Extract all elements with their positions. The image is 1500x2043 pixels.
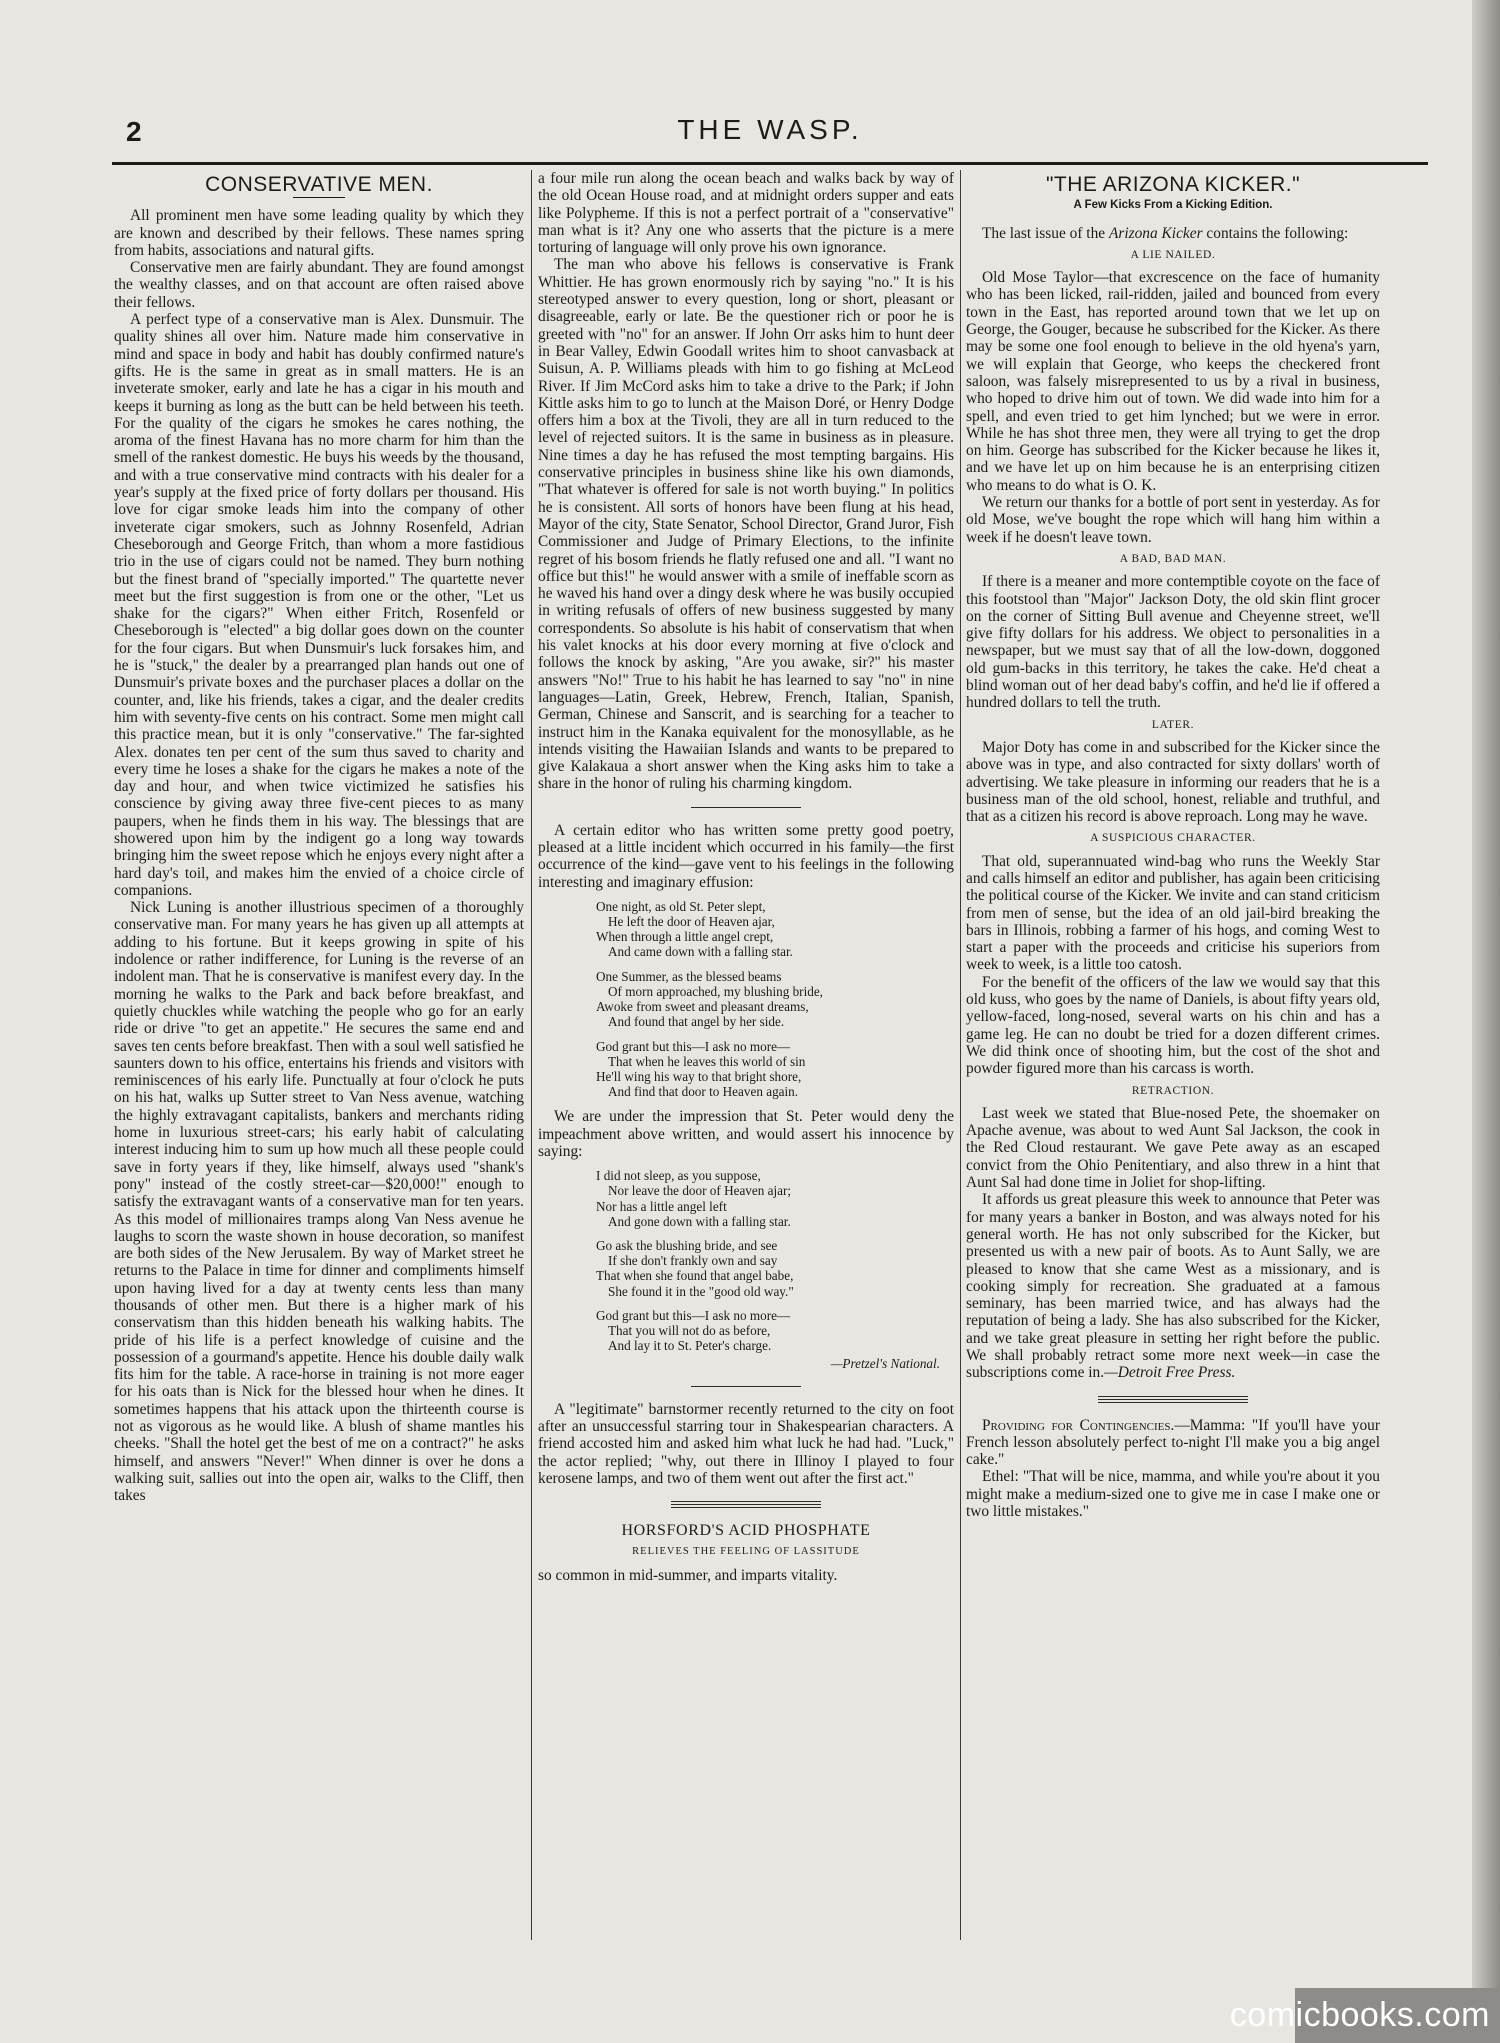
paragraph bbox=[966, 1191, 1380, 1381]
poem-line: And came down with a falling star. bbox=[608, 944, 793, 960]
section-heading: A BAD, BAD MAN. bbox=[1119, 552, 1227, 565]
article-subtitle: A Few Kicks From a Kicking Edition. bbox=[1073, 199, 1273, 212]
paragraph: We are under the impression that St. Peter would deny the impeachment above written, and would assert his innocence by saying: bbox=[538, 1108, 954, 1160]
section-separator bbox=[691, 1386, 801, 1387]
column-rule-2 bbox=[960, 170, 961, 1940]
paragraph: That old, superannuated wind-bag who runs the Weekly Star and calls himself an editor and publisher, has again been criticising the political course of the Kicker. We invite and can stand criticism from men of sense, but the idea of an old jail-bird breaking the bars in Illinois, robbing a farmer of his hogs, and coming West to start a paper with the proceeds and criticise his superiors from week to week, is a little too catosh. bbox=[966, 852, 1380, 974]
paragraph bbox=[966, 225, 1380, 242]
joke-heading: Providing for Contingencies. bbox=[982, 1416, 1175, 1434]
poem-line: He'll wing his way to that bright shore, bbox=[596, 1068, 802, 1084]
article-title-conservative-men: CONSERVATIVE MEN. bbox=[205, 173, 433, 196]
poem-line: Awoke from sweet and pleasant dreams, bbox=[596, 999, 809, 1015]
paragraph: Last week we stated that Blue-nosed Pete, the shoemaker on Apache avenue, was about to wed Aunt Sal Jackson, the cook in the Red Cloud restaurant. We gave Pete away as an escaped convict from the Ohio Penitentiary, and also threw in a hint that Aunt Sal had done time in Joliet for shop-lifting. bbox=[966, 1104, 1380, 1192]
column-rule-1 bbox=[531, 170, 532, 1940]
section-heading: A SUSPICIOUS CHARACTER. bbox=[1090, 832, 1256, 845]
section-separator bbox=[1098, 1396, 1248, 1403]
advertisement-subtitle: RELIEVES THE FEELING OF LASSITUDE bbox=[632, 1546, 860, 1558]
poem-line: God grant but this—I ask no more— bbox=[596, 1038, 791, 1054]
paragraph: Conservative men are fairly abundant. They are found amongst the wealthy classes, and on that account are often raised above their fellows. bbox=[114, 259, 524, 311]
poem-line: And gone down with a falling star. bbox=[608, 1213, 791, 1229]
paragraph bbox=[966, 1417, 1380, 1469]
intro-text: The last issue of the bbox=[982, 224, 1109, 242]
title-rule bbox=[293, 197, 345, 198]
poem-stanza bbox=[596, 1039, 954, 1100]
paragraph: Ethel: "That will be nice, mamma, and while you're about it you might make a medium-sized one to give me in case I make one or two little mistakes." bbox=[966, 1468, 1380, 1521]
paragraph: Major Doty has come in and subscribed for the Kicker since the above was in type, and also contracted for sixty dollars' worth of advertising. We take pleasure in informing our readers that he is a business man of the old school, honest, reliable and truthful, and that as a citizen his record is above reproach. Long may he wave. bbox=[966, 738, 1380, 826]
poem-line: Nor has a little angel left bbox=[596, 1198, 727, 1214]
poem-stanza bbox=[596, 1238, 954, 1299]
poem-line: And lay it to St. Peter's charge. bbox=[608, 1338, 772, 1354]
poem-stanza bbox=[596, 969, 954, 1030]
intro-text: contains the following: bbox=[1202, 224, 1349, 242]
poem-line: Of morn approached, my blushing bride, bbox=[608, 983, 823, 999]
poem-stanza bbox=[596, 1308, 954, 1354]
watermark-text: comicbooks.com bbox=[1229, 1996, 1490, 2034]
paragraph: The man who above his fellows is conservative is Frank Whittier. He has grown enormously rich by saying "no." It is his stereotyped answer to every question, long or short, pleasant or disagreeable, early or late. Be the questioner rich or poor he is greeted with "no" for an answer. If John Orr asks him to hunt deer in Bear Valley, Edwin Goodall writes him to shoot canvasback at Suisun, A. P. Williams pleads with him to go fishing at McLeod River. If Jim McCord asks him to take a drive to the Park; if John Kittle asks him to go to lunch at the Maison Doré, or Henry Dodge offers him a box at the Tivoli, they are all in turn reduced to the level of rejected suitors. It is the same in business as in pleasure. Nine times a day he has refused the most tempting bargains. His conservative principles in business shine like his own diamonds, "That whatever is offered for sale is not worth buying." In politics he is consistent. All sorts of honors have been flung at his head, Mayor of the city, State Senator, School Director, Grand Juror, Fish Commissioner and Judge of Primary Elections, to the infinite regret of his bosom friends he flatly refused one and all. "I want no office but this!" he would answer with a smile of ineffable scorn as he waved his hand over a dingy desk where he was busily occupied in writing refusals of offers of new business suggested by many correspondents. So absolute is his habit of conservatism that when his valet knocks at his door every morning at five o'clock and follows the knock by asking, "Are you awake, sir?" his master answers "No!" True to his habit he has learned to say "no" in nine languages—Latin, Greek, Hebrew, French, Italian, Spanish, German, Chinese and Sanscrit, and is searching for a teacher to instruct him in the Kanaka equivalent for the monosyllable, as he intends visiting the Hawaiian Islands and wants to be prepared to give Kalakaua a short answer when the King asks him to take a share in the honor of ruling his charming kingdom. bbox=[538, 256, 954, 793]
masthead: THE WASP. bbox=[677, 114, 863, 145]
paragraph: Old Mose Taylor—that excrescence on the face of humanity who has been licked, rail-ridden, jailed and bounced from every town in the East, has reported around town that we let up on George, the Gouger, because he subscribed for the Kicker. As there may be some one fool enough to believe in the old hyena's yarn, we will explain that George, who keeps the checkered front saloon, was falsely misrepresented to us by a rival in business, who hoped to drive him out of town. We did wade into him for a spell, and even tried to get him lynched; but we were in error. While he has shot three men, they were all trying to get the drop on him. George has subscribed for the Kicker because he likes it, and we have let up on him because he is an enterprising citizen who means to do what is O. K. bbox=[966, 269, 1380, 494]
article-title-arizona-kicker: "THE ARIZONA KICKER." bbox=[1045, 173, 1301, 196]
section-separator bbox=[671, 1501, 821, 1508]
paragraph: A certain editor who has written some pretty good poetry, pleased at a little incident which occurred in his family—the first occurrence of the kind—gave vent to his feelings in the following interesting and imaginary effusion: bbox=[538, 821, 954, 891]
paragraph: A "legitimate" barnstormer recently returned to the city on foot after an unsuccessful starring tour in Shakespearian characters. A friend accosted him and asked him what luck he had had. "Luck," the actor replied; "why, out there in Illinoy I played to four kerosene lamps, and two of them went out after the first act." bbox=[538, 1400, 954, 1487]
paragraph: Nick Luning is another illustrious specimen of a thoroughly conservative man. For many years he has given up all attempts at adding to his fortune. But it keeps growing in spite of his indolence or rather indifference, for Luning is the reverse of an indolent man. That he is conservative is manifest every day. In the morning he walks to the Park and back before breakfast, and quietly chuckles while watching the people who go for an early ride or drive "to get an appetite." He secures the same end and saves ten cents before breakfast. Then with a soul well satisfied he saunters down to his office, entertains his friends and visitors with reminiscences of his early life. Punctually at four o'clock he puts on his hat, walks up Sutter street to Van Ness avenue, watching the highly extravagant capitalists, bankers and merchants riding home in luxurious street-cars; his early habit of calculating interest inducing him to sum up how much all these people could save in forty years if they, like himself, always used "shank's pony" instead of the costly street-car—$20,000!" enough to satisfy the extravagant wants of a conservative man for ten years. As this model of millionaires tramps along Van Ness avenue he laughs to scorn the waste shown in house decoration, so manifest are both sides of the New Jerusalem. By way of Market street he returns to the Palace in time for dinner and compliments himself upon having lived for a day at twenty cents less than many thousands of other men. But there is a higher mark of his conservatism than this hidden beneath his walking habits. The pride of his life is a perfect knowledge of cuisine and the possession of a gourmand's appetite. Hence his double daily walk fits him for the table. A race-horse in training is not more eager for his oats than is Nick for the blessed hour when he dines. It sometimes happens that his attack upon the thirteenth course is not as vigorous as he would like. A blush of shame mantles his cheeks. "Shall the hotel get the best of me on a contract?" he asks himself, and answers "Never!" When dinner is over he dons a walking suit, sallies out into the open air, walks to the Cliff, then takes bbox=[114, 899, 524, 1505]
column-1 bbox=[114, 170, 524, 1945]
poem-line: That when he leaves this world of sin bbox=[608, 1053, 806, 1069]
column-2 bbox=[538, 170, 954, 1945]
paragraph: All prominent men have some leading quality by which they are known and described by their fellows. These names spring from habits, associations and natural gifts. bbox=[114, 207, 524, 259]
paper-name: Arizona Kicker bbox=[1108, 224, 1203, 242]
section-heading: A LIE NAILED. bbox=[1130, 248, 1216, 261]
paragraph-text: It affords us great pleasure this week to announce that Peter was for many years a banker in Boston, and was always noted for his general worth. He has not only subscribed for the Kicker, but presented us with a new pair of boots. As to Aunt Sally, we are pleased to know that she came West as a missionary, and is cooking simply for recreation. She graduated at a famous seminary, has been married twice, and has always had the reputation of being a lady. She has also subscribed for the Kicker, and we take great pleasure in setting her right before the public. We shall probably retract some more next week—in case the subscriptions come in. bbox=[966, 1191, 1380, 1382]
section-heading: RETRACTION. bbox=[1131, 1084, 1215, 1097]
section-separator bbox=[691, 807, 801, 808]
poem-line: I did not sleep, as you suppose, bbox=[596, 1168, 761, 1184]
citation: —Detroit Free Press. bbox=[1104, 1364, 1236, 1382]
poem-reply bbox=[596, 1168, 954, 1371]
poem-stanza bbox=[596, 1168, 954, 1229]
advertisement-title: HORSFORD'S ACID PHOSPHATE bbox=[621, 1522, 871, 1540]
poem-citation: —Pretzel's National. bbox=[830, 1356, 940, 1372]
poem-line: One Summer, as the blessed beams bbox=[596, 968, 782, 984]
joke-text: —Mamma: "If you'll have your French lesson absolutely perfect to-night I'll make you a big angel cake." bbox=[966, 1416, 1380, 1469]
paragraph: a four mile run along the ocean beach and walks back by way of the old Ocean House road, and at midnight orders supper and eats like Polypheme. If this is not a perfect portrait of a "conservative" man what is it? Any one who asserts that the picture is a mere torturing of language will only prove his own ignorance. bbox=[538, 170, 954, 257]
poem-line: God grant but this—I ask no more— bbox=[596, 1307, 791, 1323]
poem-line: If she don't frankly own and say bbox=[608, 1253, 778, 1269]
poem-line: That you will not do as before, bbox=[608, 1323, 771, 1339]
poem-line: And find that door to Heaven again. bbox=[608, 1084, 799, 1100]
paragraph: If there is a meaner and more contemptible coyote on the face of this footstool than "Major" Jackson Doty, the old skin flint grocer on the corner of Sitting Bull avenue and Cheyenne street, we'll give fifty dollars for his address. We object to personalities in a newspaper, but we must say that of all the low-down, doggoned old gum-backs in this territory, he takes the cake. He'd cheat a blind woman out of her dead baby's coffin, and he'd lie if offered a hundred dollars to tell the truth. bbox=[966, 573, 1380, 712]
advertisement-text: so common in mid-summer, and imparts vitality. bbox=[538, 1566, 838, 1584]
poem-line: Nor leave the door of Heaven ajar; bbox=[608, 1183, 792, 1199]
poem-line: He left the door of Heaven ajar, bbox=[608, 914, 775, 930]
paragraph: A perfect type of a conservative man is Alex. Dunsmuir. The quality shines all over him. Nature made him conservative in mind and space in body and habit has doubly confirmed nature's gifts. He is the same in great as in small matters. He is an inveterate smoker, early and late he has a cigar in his mouth and keeps it burning as long as the butt can be held between his teeth. For the quality of the cigars he smokes he cares nothing, the aroma of the finest Havana has no more charm for him than the smell of the rankest domestic. He buys his weeds by the thousand, and with a true conservative mind contracts with his dealer for a year's supply at the fixed price of forty dollars per thousand. His love for cigar smoke leads him into the company of other inveterate cigar smokers, such as Johnny Rosenfeld, Adrian Cheseborough and George Fritch, than whom a more fastidious trio in the use of cigars could not be named. They burn nothing but the finest brand of "specially imported." The quartette never meet but the first suggestion is from one or the other, "Let us shake for the cigars?" When either Fritch, Rosenfeld or Cheseborough is "elected" a big dollar goes down on the counter for the four cigars. But when Dunsmuir's luck forsakes him, and he is "stuck," the dealer by a prearranged plan hands out one of Dunsmuir's private boxes and the purchaser places a dollar on the counter, and, like his friends, takes a cigar, and the dealer credits him with seventy-five cents on his contract. Some men might call this practice mean, but it is only "conservative." The far-sighted Alex. donates ten per cent of the sum thus saved to charity and every time he loses a shake for the cigars he makes a note of the day and hour, and when twice victimized he satisfies his conscience by giving away three five-cent pieces to as many paupers, when he finds them in his way. The blessings that are showered upon him by the indigent go a long way towards bringing him the sweet repose which he enjoys every night after a hard day's toil, and makes him the envied of a choice circle of companions. bbox=[114, 311, 524, 899]
page-edge-shadow bbox=[1472, 0, 1500, 2043]
poem-line: She found it in the "good old way." bbox=[608, 1283, 794, 1299]
column-3 bbox=[966, 170, 1380, 1945]
watermark-logo bbox=[1229, 1988, 1500, 2043]
poem-line: One night, as old St. Peter slept, bbox=[596, 898, 766, 914]
poem-line: That when she found that angel babe, bbox=[596, 1268, 794, 1284]
section-heading: LATER. bbox=[1151, 718, 1195, 731]
poem-line: When through a little angel crept, bbox=[596, 929, 774, 945]
poem-line: Go ask the blushing bride, and see bbox=[596, 1238, 778, 1254]
poem-line: And found that angel by her side. bbox=[608, 1014, 785, 1030]
page-number: 2 bbox=[126, 116, 142, 147]
paragraph: For the benefit of the officers of the law we would say that this old kuss, who goes by the name of Daniels, is about fifty years old, yellow-faced, long-nosed, several warts on his chin and has a game leg. He can no doubt be tried for a dozen different crimes. We did think once of shooting him, but the cost of the shot and powder figured more than his carcass is worth. bbox=[966, 973, 1380, 1078]
header-rule bbox=[112, 162, 1428, 165]
poem-stanza bbox=[596, 899, 954, 960]
poem-original bbox=[596, 899, 954, 1099]
paragraph: We return our thanks for a bottle of port sent in yesterday. As for old Mose, we've bought the rope which will hang him within a week if he doesn't leave town. bbox=[966, 494, 1380, 546]
